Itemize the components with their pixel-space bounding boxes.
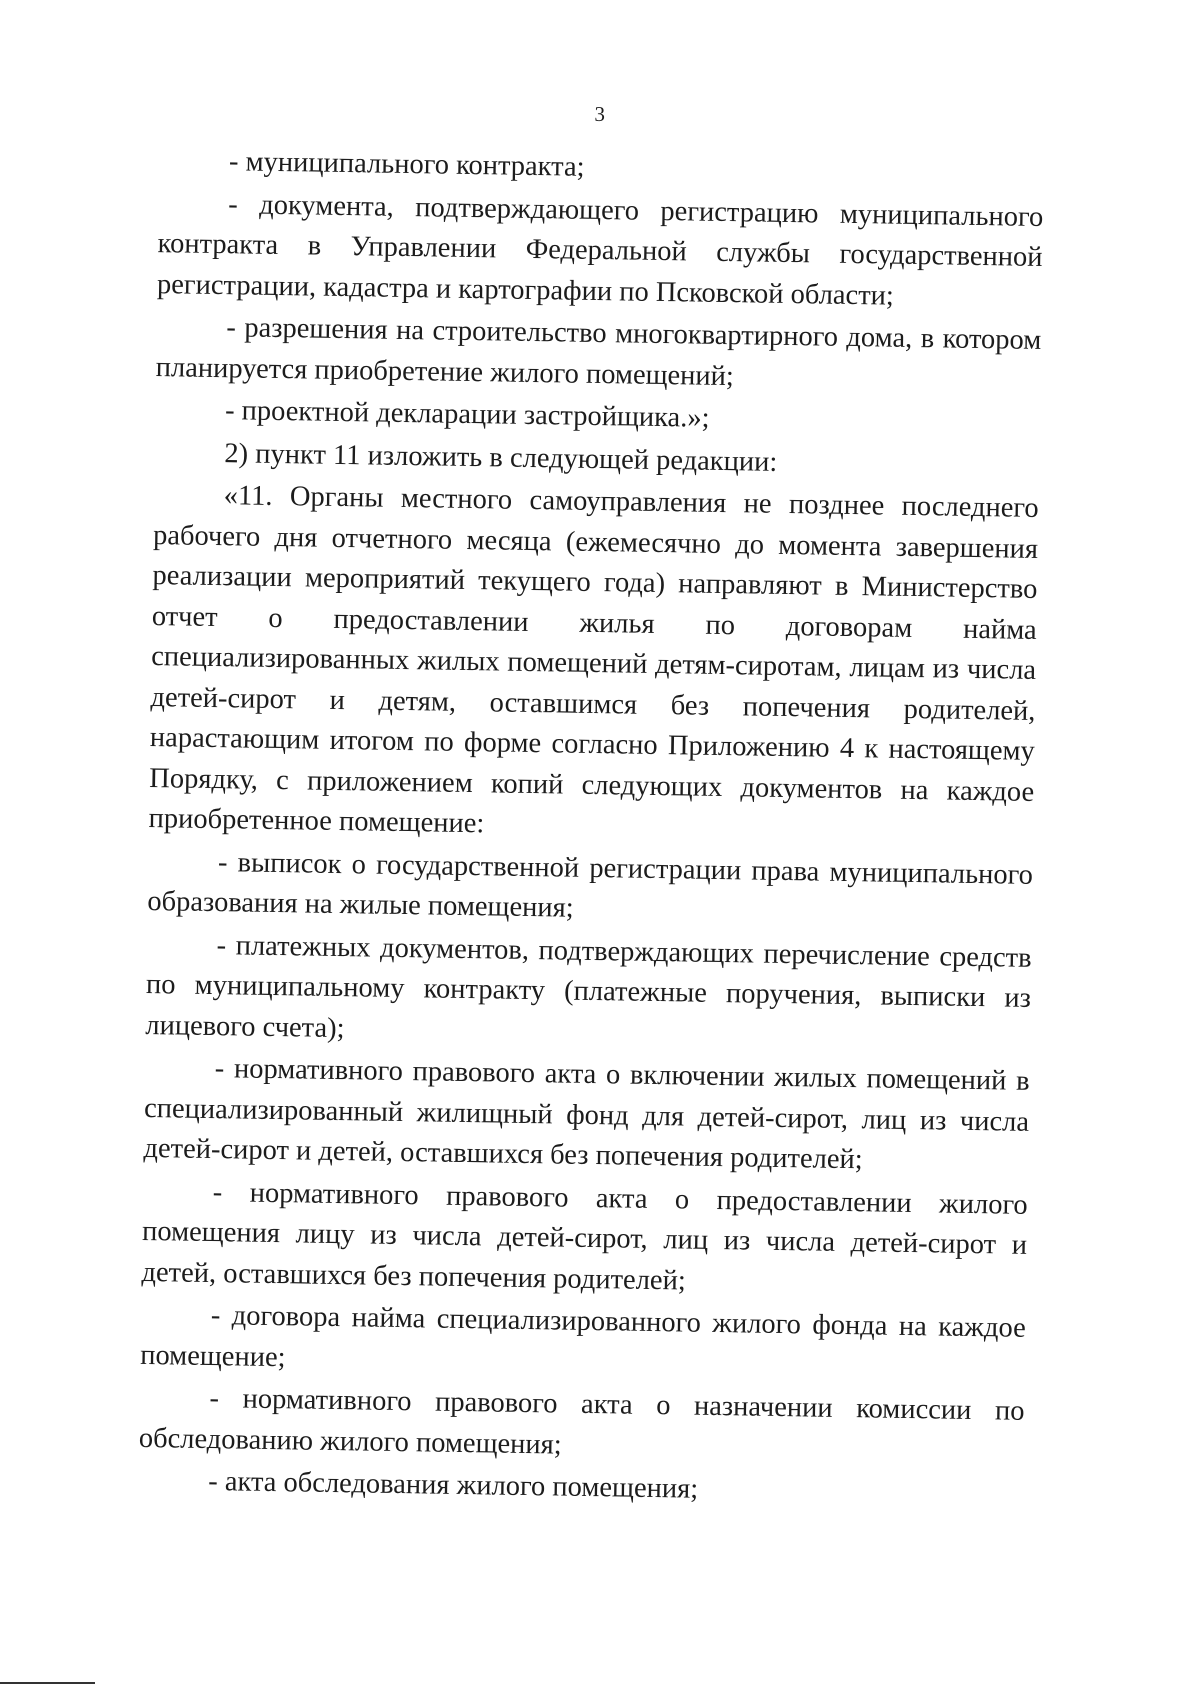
paragraph-amendment-item-11: 2) пункт 11 изложить в следующей редакции: — [224, 437, 778, 478]
paragraph-commission-act: - нормативного правового акта о назначении комиссии по обследованию жилого помещения; — [138, 1383, 1025, 1461]
paragraph-housing-fund-act: - нормативного правового акта о включении жилых помещений в специализированный жилищный фонд для детей-сирот, лиц из числа детей-сирот и детей, оставшихся без попечения родителей; — [143, 1053, 1030, 1176]
paragraph-lease-agreement: - договора найма специализированного жилого фонда на каждое помещение; — [139, 1300, 1027, 1373]
paragraph-payment-documents: - платежных документов, подтверждающих перечисление средств по муниципальному контракту (платежные поручения, выписки из лицевого счета); — [145, 929, 1032, 1044]
page-number: 3 — [594, 101, 606, 127]
paragraph-inspection-act: - акта обследования жилого помещения; — [208, 1466, 699, 1505]
paragraph-provision-act: - нормативного правового акта о предоставлении жилого помещения лицу из числа детей-сирот, лиц из числа детей-сирот и детей, оставшихся без попечения родителей; — [141, 1176, 1028, 1296]
footnote-rule — [0, 1682, 95, 1684]
paragraph-project-declaration: - проектной декларации застройщика.»; — [224, 395, 710, 434]
paragraph-municipal-contract: - муниципального контракта; — [228, 146, 585, 183]
document-body — [138, 141, 1044, 1517]
paragraph-registration-document: - документа, подтверждающего регистрацию муниципального контракта в Управлении Федеральной службы государственной регистрации, кадастра и картографии по Псковской области; — [156, 188, 1044, 312]
paragraph-construction-permit: - разрешения на строительство многоквартирного дома, в котором планируется приобретение жилого помещений; — [155, 312, 1042, 392]
paragraph-item-11-text: «11. Органы местного самоуправления не позднее последнего рабочего дня отчетного месяца (ежемесячно до момента завершения реализации мероприятий текущего года) направляют в Министерство отчет о предоставлении жилья по договорам найма специализированных жилых помещений детям-сиротам, лицам из числа детей-сирот и детям, оставшимся без попечения родителей, нарастающим итогом по форме согласно Приложению 4 к настоящему Порядку, с приложением копий следующих документов на каждое приобретенное помещение: — [148, 480, 1039, 840]
paragraph-registration-extracts: - выписок о государственной регистрации права муниципального образования на жилые помещения; — [147, 846, 1034, 924]
